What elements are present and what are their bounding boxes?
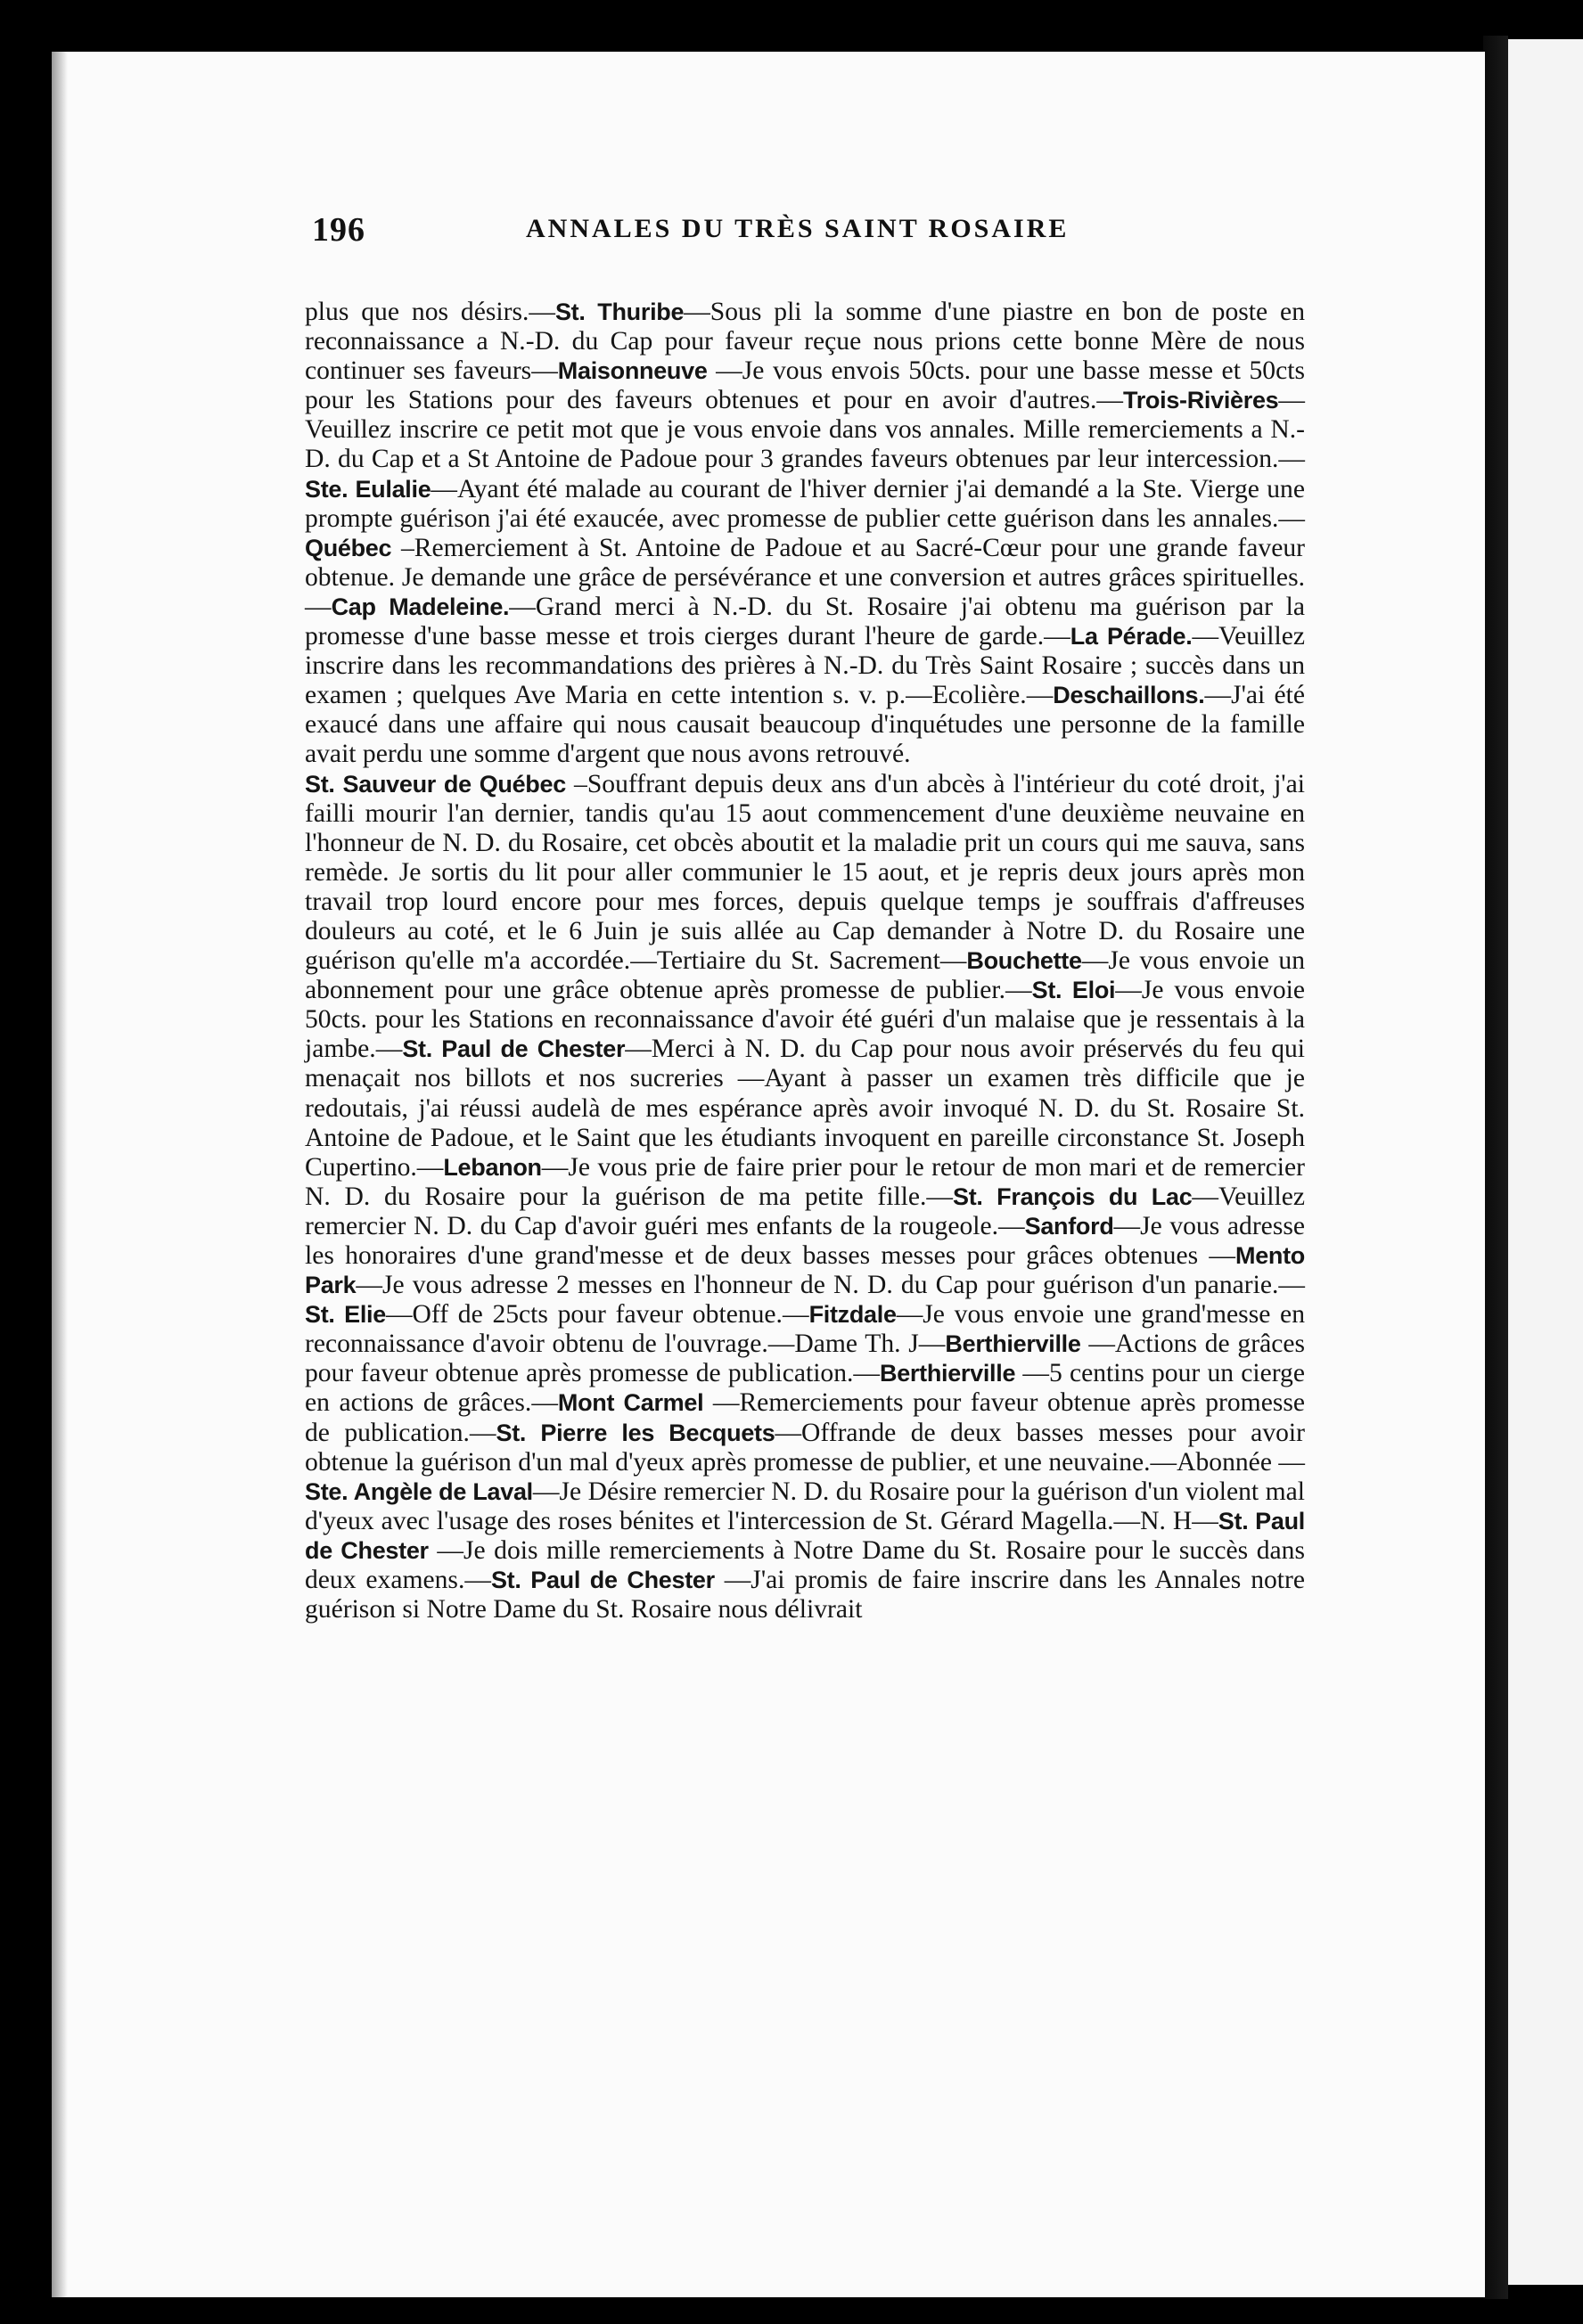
text-run: —Je vous envois 50cts. pour une basse messe et 50cts pour les Stations pour des faveurs obtenues et pour en avoir d'autres.— <box>305 356 1305 415</box>
text-run: —Je dois mille remerciements à Notre Dame du St. Rosaire pour le succès dans deux examens.— <box>305 1535 1305 1595</box>
place-name: St. Paul de Chester <box>402 1035 626 1063</box>
page-number: 196 <box>312 211 365 249</box>
text-run: —Sous pli la somme d'une piastre en bon de poste en reconnaissance a N.-D. du Cap pour faveur reçue nous prions cette bonne Mère de nous continuer ses faveurs— <box>305 298 1305 386</box>
text-run: —5 centins pour un cierge en actions de grâces.— <box>305 1359 1305 1418</box>
text-run: — Veuillez inscrire ce petit mot que je vous envoie dans vos annales. Mille remerciements a N.-D. du Cap et a St Antoine de Padoue pour 3 grandes faveurs obtenues par leur intercession.— <box>305 386 1305 474</box>
place-name: Québec <box>305 534 392 561</box>
page-gutter-shadow <box>52 52 68 2297</box>
place-name: St. Eloi <box>1031 977 1116 1004</box>
place-name: Trois-Rivières <box>1123 387 1279 414</box>
page-header <box>312 210 1308 257</box>
place-name: Berthierville <box>880 1360 1016 1387</box>
place-name: Berthierville <box>945 1330 1081 1358</box>
place-name: Ste. Angèle de Laval <box>305 1477 533 1505</box>
text-run: —Merci à N. D. du Cap pour nous avoir préservés du feu qui menaçait nos billots et nos sucreries —Ayant à passer un examen très difficile que je redoutais, j'ai réussi audelà de mes espérance après avoir invoqué N. D. du St. Rosaire St. Antoine de Padoue, et le Saint que les étudiants invoquent en pareille circonstance St. Joseph Cupertino.— <box>305 1035 1306 1182</box>
text-run: –Remerciement à St. Antoine de Padoue et au Sacré-Cœur pour une grande faveur obtenue. Je demande une grâce de persévérance et une conversion et autres grâces spirituelles.— <box>305 533 1305 621</box>
text-run: —Je vous adresse 2 messes en l'honneur de N. D. du Cap pour guérison d'un panarie.— <box>356 1271 1305 1300</box>
place-name: Mento Park <box>305 1242 1305 1299</box>
text-run: —Veuillez inscrire dans les recommandations des prières à N.-D. du Très Saint Rosaire ; succès dans un examen ; quelques Ave Maria en cette intention s. v. p.—Ecolière.— <box>305 622 1305 710</box>
place-name: St. Thuribe <box>554 299 685 325</box>
text-run: —Je Désire remercier N. D. du Rosaire pour la guérison d'un violent mal d'yeux avec l'usage des roses bénites et l'intercession de St. Gérard Magella.—N. H— <box>305 1477 1306 1535</box>
text-run: —Off de 25cts pour faveur obtenue.— <box>385 1300 809 1330</box>
text-run: —Offrande de deux basses messes pour avoir obtenue la guérison d'un mal d'yeux après promesse de publier, et une neuvaine.—Abonnée — <box>305 1418 1305 1477</box>
text-run: —Grand merci à N.-D. du St. Rosaire j'ai obtenu ma guérison par la promesse d'une basse messe et trois cierges durant l'heure de garde.— <box>305 592 1305 651</box>
text-run: —Je vous adresse les honoraires d'une grand'messe et de deux basses messes pour grâces obtenues — <box>305 1211 1305 1270</box>
text-run: —Remerciements pour faveur obtenue après promesse de publication.— <box>305 1388 1305 1447</box>
place-name: Sanford <box>1024 1212 1114 1240</box>
text-run: —J'ai promis de faire inscrire dans les Annales notre guérison si Notre Dame du St. Rosaire nous délivrait <box>305 1566 1306 1624</box>
place-name: Lebanon <box>443 1153 542 1181</box>
article-body <box>305 298 1305 1624</box>
book-spine-shadow <box>1483 36 1508 2299</box>
place-name: Cap Madeleine. <box>331 593 510 620</box>
running-title: ANNALES DU TRÈS SAINT ROSAIRE <box>526 214 1070 243</box>
place-name: Ste. Eulalie <box>305 475 431 503</box>
paragraph <box>305 770 1305 1625</box>
text-run: –Souffrant depuis deux ans d'un abcès à l'intérieur du coté droit, j'ai failli mourir l'an dernier, tandis qu'au 15 aout commencement d'une deuxième neuvaine en l'honneur de N. D. du Rosaire, cet obcès aboutit et la maladie prit un cours qui me sauva, sans remède. Je sortis du lit pour aller communier le 15 aout, et je repris deux jours après mon travail trop lourd encore pour mes forces, depuis quelque temps je souffrais d'affreuses douleurs au coté, et le 6 Juin je suis allée au Cap demander à Notre D. du Rosaire une guérison qu'elle m'a accordée.—Tertiaire du St. Sacrement— <box>305 769 1305 976</box>
text-run: —Ayant été malade au courant de l'hiver dernier j'ai demandé a la Ste. Vierge une prompte guérison j'ai été exaucée, avec promesse de publier cette guérison dans les annales.— <box>305 474 1305 533</box>
place-name: St. Elie <box>305 1301 386 1329</box>
text-run: —Je vous envoie 50cts. pour les Stations en reconnaissance d'avoir été guéri d'un malaise que je ressentais à la jambe.— <box>305 976 1306 1064</box>
text-run: —Je vous prie de faire prier pour le retour de mon mari et de remercier N. D. du Rosaire pour la guérison de ma petite fille.— <box>305 1152 1305 1211</box>
place-name: St. Sauveur de Québec <box>305 770 566 798</box>
text-run: —Veuillez remercier N. D. du Cap d'avoir guéri mes enfants de la rougeole.— <box>305 1182 1305 1240</box>
place-name: Bouchette <box>966 947 1082 975</box>
place-name: Maisonneuve <box>557 357 708 385</box>
text-run: —J'ai été exaucé dans une affaire qui nous causait beaucoup d'inquétudes une personne de la famille avait perdu une somme d'argent que nous avons retrouvé. <box>305 681 1305 769</box>
place-name: St. Pierre les Becquets <box>496 1419 775 1446</box>
text-run: plus que nos désirs.— <box>305 298 555 326</box>
place-name: Deschaillons. <box>1053 682 1205 709</box>
paragraph <box>305 298 1305 770</box>
text-run: —Je vous envoie une grand'messe en reconnaissance d'avoir obtenu de l'ouvrage.—Dame Th. J— <box>305 1300 1305 1359</box>
place-name: Mont Carmel <box>557 1389 704 1417</box>
text-run: —Actions de grâces pour faveur obtenue après promesse de publication.— <box>305 1330 1305 1388</box>
place-name: Fitzdale <box>808 1301 897 1329</box>
place-name: St. Paul de Chester <box>305 1507 1306 1564</box>
place-name: St. François du Lac <box>953 1182 1193 1210</box>
text-run: —Je vous envoie un abonnement pour une grâce obtenue après promesse de publier.— <box>305 946 1305 1005</box>
facing-page-edge <box>1508 39 1583 2285</box>
place-name: St. Paul de Chester <box>490 1567 715 1594</box>
place-name: La Pérade. <box>1070 623 1193 651</box>
